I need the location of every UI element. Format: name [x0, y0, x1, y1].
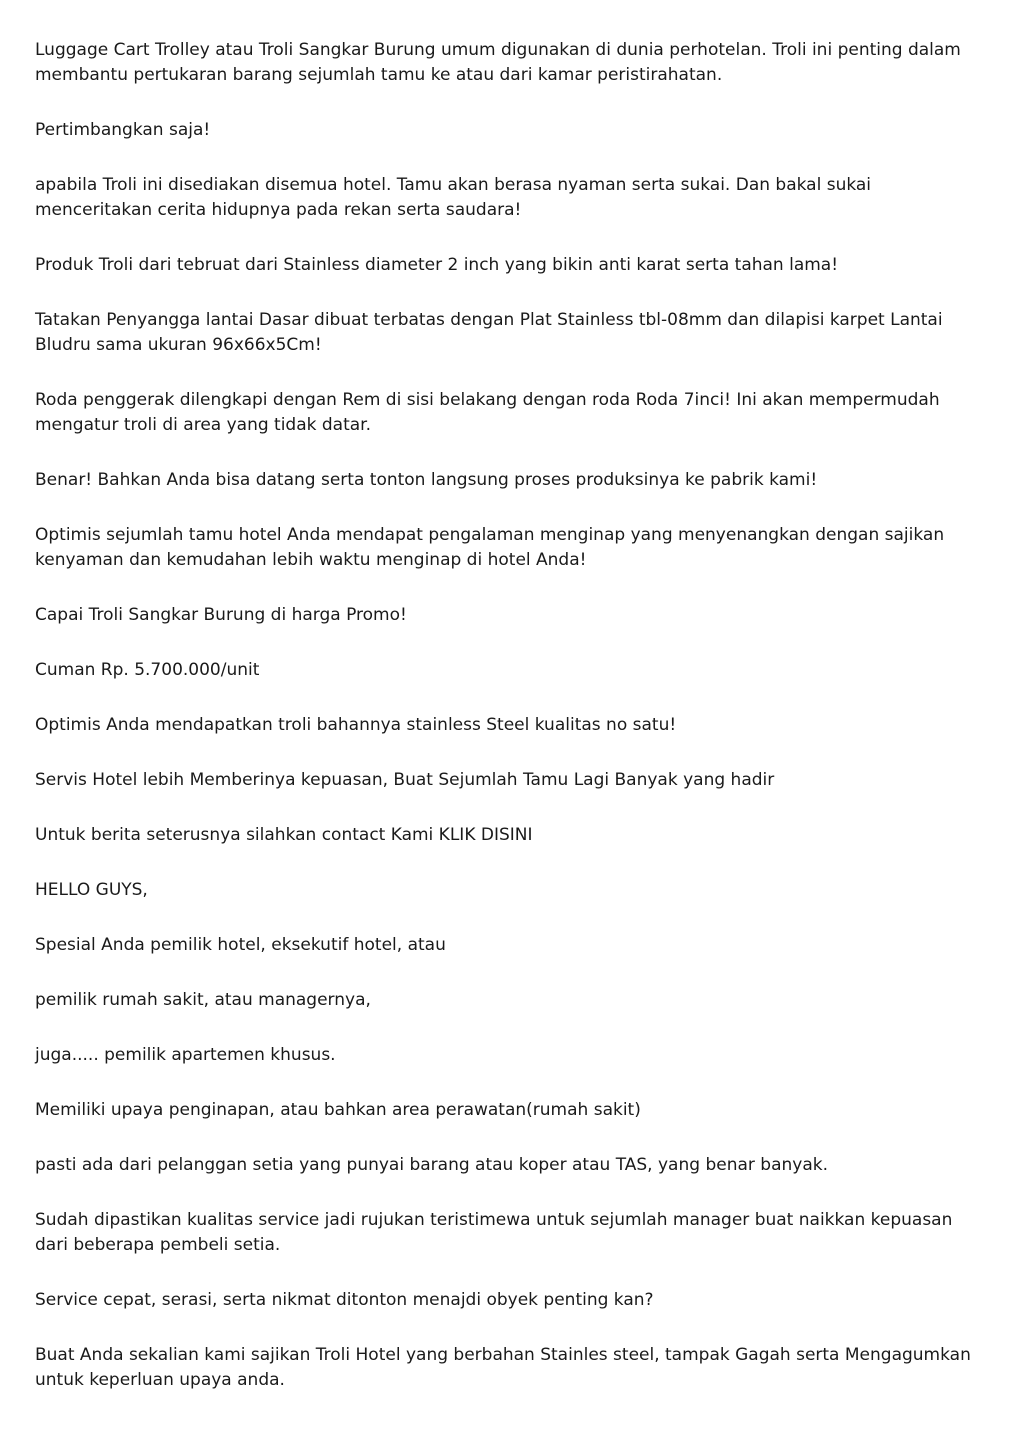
paragraph-intro: Luggage Cart Trolley atau Troli Sangkar Burung umum digunakan di dunia perhotelan. Troli ini penting dalam membantu pertukaran barang sejumlah tamu ke atau dari kamar peristirahatan.	[35, 40, 961, 85]
paragraph-wheels: Roda penggerak dilengkapi dengan Rem di sisi belakang dengan roda Roda 7inci! Ini akan mempermudah mengatur troli di area yang tidak datar.	[35, 390, 940, 435]
document-body	[35, 38, 985, 1423]
paragraph-service: Servis Hotel lebih Memberinya kepuasan, Buat Sejumlah Tamu Lagi Banyak yang hadir	[35, 770, 775, 790]
paragraph-base-plate: Tatakan Penyangga lantai Dasar dibuat terbatas dengan Plat Stainless tbl-08mm dan dilapisi karpet Lantai Bludru sama ukuran 96x66x5Cm!	[35, 310, 943, 355]
paragraph-promo: Capai Troli Sangkar Burung di harga Promo!	[35, 605, 407, 625]
paragraph-fast-service: Service cepat, serasi, serta nikmat ditonton menajdi obyek penting kan?	[35, 1290, 654, 1310]
paragraph-audience-hotel: Spesial Anda pemilik hotel, eksekutif hotel, atau	[35, 935, 446, 955]
paragraph-material: Produk Troli dari tebruat dari Stainless diameter 2 inch yang bikin anti karat serta tahan lama!	[35, 255, 839, 275]
paragraph-contact: Untuk berita seterusnya silahkan contact Kami KLIK DISINI	[35, 825, 533, 845]
paragraph-audience-hospital: pemilik rumah sakit, atau managernya,	[35, 990, 371, 1010]
paragraph-business: Memiliki upaya penginapan, atau bahkan area perawatan(rumah sakit)	[35, 1100, 641, 1120]
paragraph-consider: Pertimbangkan saja!	[35, 120, 211, 140]
paragraph-factory-visit: Benar! Bahkan Anda bisa datang serta tonton langsung proses produksinya ke pabrik kami!	[35, 470, 818, 490]
paragraph-audience-apartment: juga..... pemilik apartemen khusus.	[35, 1045, 336, 1065]
paragraph-guest-comfort: apabila Troli ini disediakan disemua hotel. Tamu akan berasa nyaman serta sukai. Dan bakal sukai menceritakan cerita hidupnya pada rekan serta saudara!	[35, 175, 872, 220]
paragraph-service-quality: Sudah dipastikan kualitas service jadi rujukan teristimewa untuk sejumlah manager buat naikkan kepuasan dari beberapa pembeli setia.	[35, 1210, 953, 1255]
paragraph-customers: pasti ada dari pelanggan setia yang punyai barang atau koper atau TAS, yang benar banyak.	[35, 1155, 828, 1175]
paragraph-quality: Optimis Anda mendapatkan troli bahannya stainless Steel kualitas no satu!	[35, 715, 677, 735]
paragraph-experience: Optimis sejumlah tamu hotel Anda mendapat pengalaman menginap yang menyenangkan dengan sajikan kenyaman dan kemudahan lebih waktu menginap di hotel Anda!	[35, 525, 945, 570]
paragraph-offer: Buat Anda sekalian kami sajikan Troli Hotel yang berbahan Stainles steel, tampak Gagah serta Mengagumkan untuk keperluan upaya anda.	[35, 1345, 971, 1390]
paragraph-greeting: HELLO GUYS,	[35, 880, 148, 900]
paragraph-price: Cuman Rp. 5.700.000/unit	[35, 660, 260, 680]
